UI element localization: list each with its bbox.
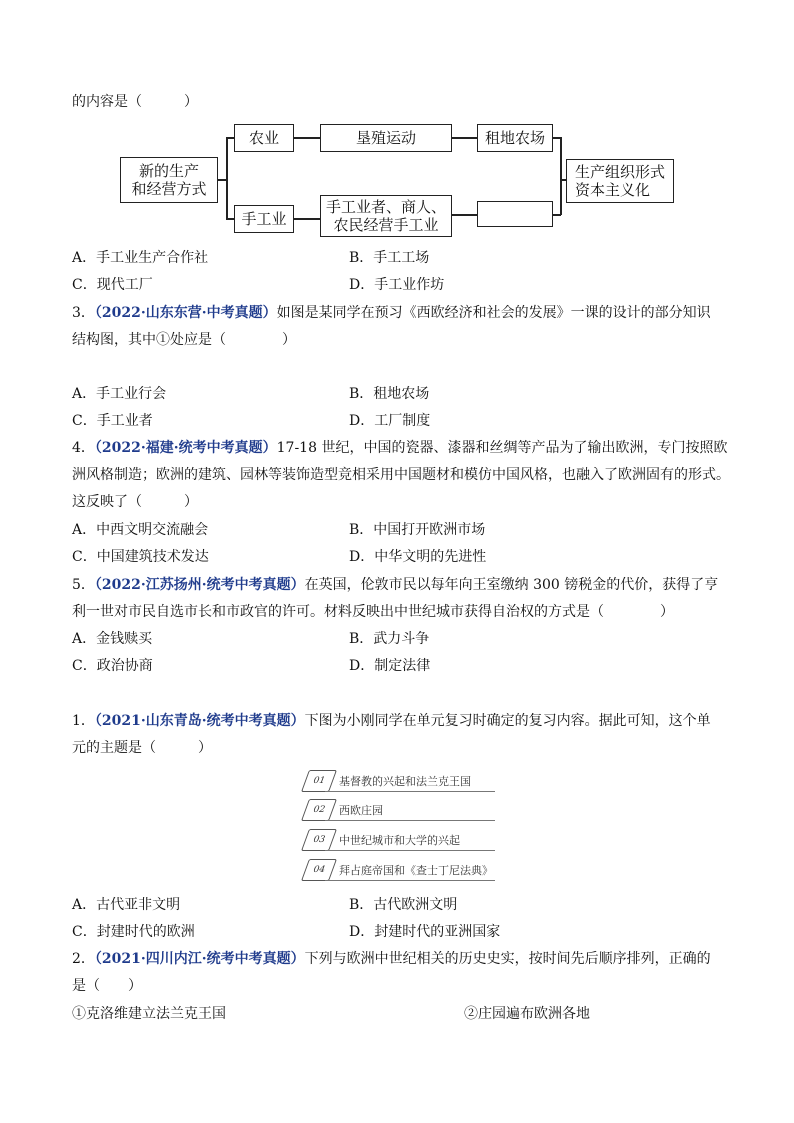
q5-option-a: A．金钱赎买 — [72, 631, 153, 647]
connector — [294, 137, 320, 139]
q4-option-a: A．中西文明交流融会 — [72, 522, 209, 538]
q4-stem-line3: 这反映了（ ） — [72, 494, 198, 510]
q6-stem-line1: 1．（2021·山东青岛·统考中考真题）下图为小刚同学在单元复习时确定的复习内容。据此可知，这个单 — [72, 713, 711, 729]
q7-item-1: ①克洛维建立法兰克王国 — [72, 1006, 226, 1022]
q5-stem-line1: 5．（2022·江苏扬州·统考中考真题）在英国，伦敦市民以每年向王室缴纳 300 镑税金的代价，获得了亨 — [72, 577, 719, 593]
review-item-number: 04 — [301, 859, 337, 881]
review-item-text: 西欧庄园 — [339, 804, 383, 817]
diagram-farm-box: 租地农场 — [477, 124, 553, 152]
q2-option-a: A．手工业生产合作社 — [72, 250, 209, 266]
divider — [325, 850, 495, 851]
q6-option-b: B．古代欧洲文明 — [349, 897, 458, 913]
diagram-blank-box — [477, 201, 553, 227]
q6-option-a: A．古代亚非文明 — [72, 897, 181, 913]
q5-stem-line2: 利一世对市民自选市长和市政官的许可。材料反映出中世纪城市获得自治权的方式是（ ） — [72, 604, 674, 620]
q4-option-d: D．中华文明的先进性 — [349, 549, 487, 565]
q3-stem-line1: 3．（2022·山东东营·中考真题）如图是某同学在预习《西欧经济和社会的发展》一课的设计的部分知识 — [72, 305, 711, 321]
q7-stem-line1: 2．（2021·四川内江·统考中考真题）下列与欧洲中世纪相关的历史史实，按时间先后顺序排列，正确的 — [72, 951, 711, 967]
diagram-craft-box: 手工业 — [234, 205, 294, 233]
diagram-agri-box: 农业 — [234, 124, 294, 152]
review-item — [305, 859, 495, 881]
review-item-text: 基督教的兴起和法兰克王国 — [339, 775, 471, 788]
review-item — [305, 770, 495, 792]
review-item — [305, 799, 495, 821]
q7-stem-line2: 是（ ） — [72, 978, 142, 994]
divider — [325, 880, 495, 881]
q6-stem-line2: 元的主题是（ ） — [72, 740, 212, 756]
review-item-number: 03 — [301, 829, 337, 851]
q3-option-a: A．手工业行会 — [72, 386, 167, 402]
q7-item-2: ②庄园遍布欧洲各地 — [464, 1006, 590, 1022]
q5-option-c: C．政治协商 — [72, 658, 153, 674]
q3-option-b: B．租地农场 — [349, 386, 430, 402]
q4-stem-line1: 4．（2022·福建·统考中考真题）17-18 世纪，中国的瓷器、漆器和丝绸等产品为了输出欧洲，专门按照欧 — [72, 440, 728, 456]
q4-option-b: B．中国打开欧洲市场 — [349, 522, 486, 538]
q6-option-c: C．封建时代的欧洲 — [72, 924, 195, 940]
q2-option-b: B．手工工场 — [349, 250, 430, 266]
diagram-reclaim-box: 垦殖运动 — [320, 124, 452, 152]
divider — [325, 820, 495, 821]
connector — [452, 214, 477, 216]
question-2-stem-tail: 的内容是（ ） — [72, 94, 198, 110]
review-item — [305, 829, 495, 851]
review-item-number: 02 — [301, 799, 337, 821]
connector — [226, 137, 234, 139]
q5-option-b: B．武力斗争 — [349, 631, 430, 647]
connector — [226, 218, 234, 220]
q3-stem-line2: 结构图，其中①处应是（ ） — [72, 332, 296, 348]
review-item-text: 中世纪城市和大学的兴起 — [339, 834, 460, 847]
q4-option-c: C．中国建筑技术发达 — [72, 549, 209, 565]
review-item-number: 01 — [301, 770, 337, 792]
q5-option-d: D．制定法律 — [349, 658, 431, 674]
q3-option-d: D．工厂制度 — [349, 413, 431, 429]
q4-stem-line2: 洲风格制造；欧洲的建筑、园林等装饰造型竞相采用中国题材和模仿中国风格，也融入了欧洲固有的形式。 — [72, 467, 730, 483]
connector — [218, 179, 226, 181]
connector — [294, 218, 320, 220]
connector — [452, 137, 477, 139]
connector — [226, 137, 228, 219]
review-item-text: 拜占庭帝国和《查士丁尼法典》 — [339, 864, 493, 877]
connector — [560, 137, 562, 215]
divider — [325, 791, 495, 792]
q2-option-d: D．手工业作坊 — [349, 277, 445, 293]
q3-option-c: C．手工业者 — [72, 413, 153, 429]
q6-option-d: D．封建时代的亚洲国家 — [349, 924, 501, 940]
diagram-left-box: 新的生产 和经营方式 — [120, 157, 218, 203]
diagram-right-box: 生产组织形式 资本主义化 — [566, 159, 674, 203]
diagram-craftsmen-box: 手工业者、商人、 农民经营手工业 — [320, 195, 452, 237]
q2-option-c: C．现代工厂 — [72, 277, 153, 293]
